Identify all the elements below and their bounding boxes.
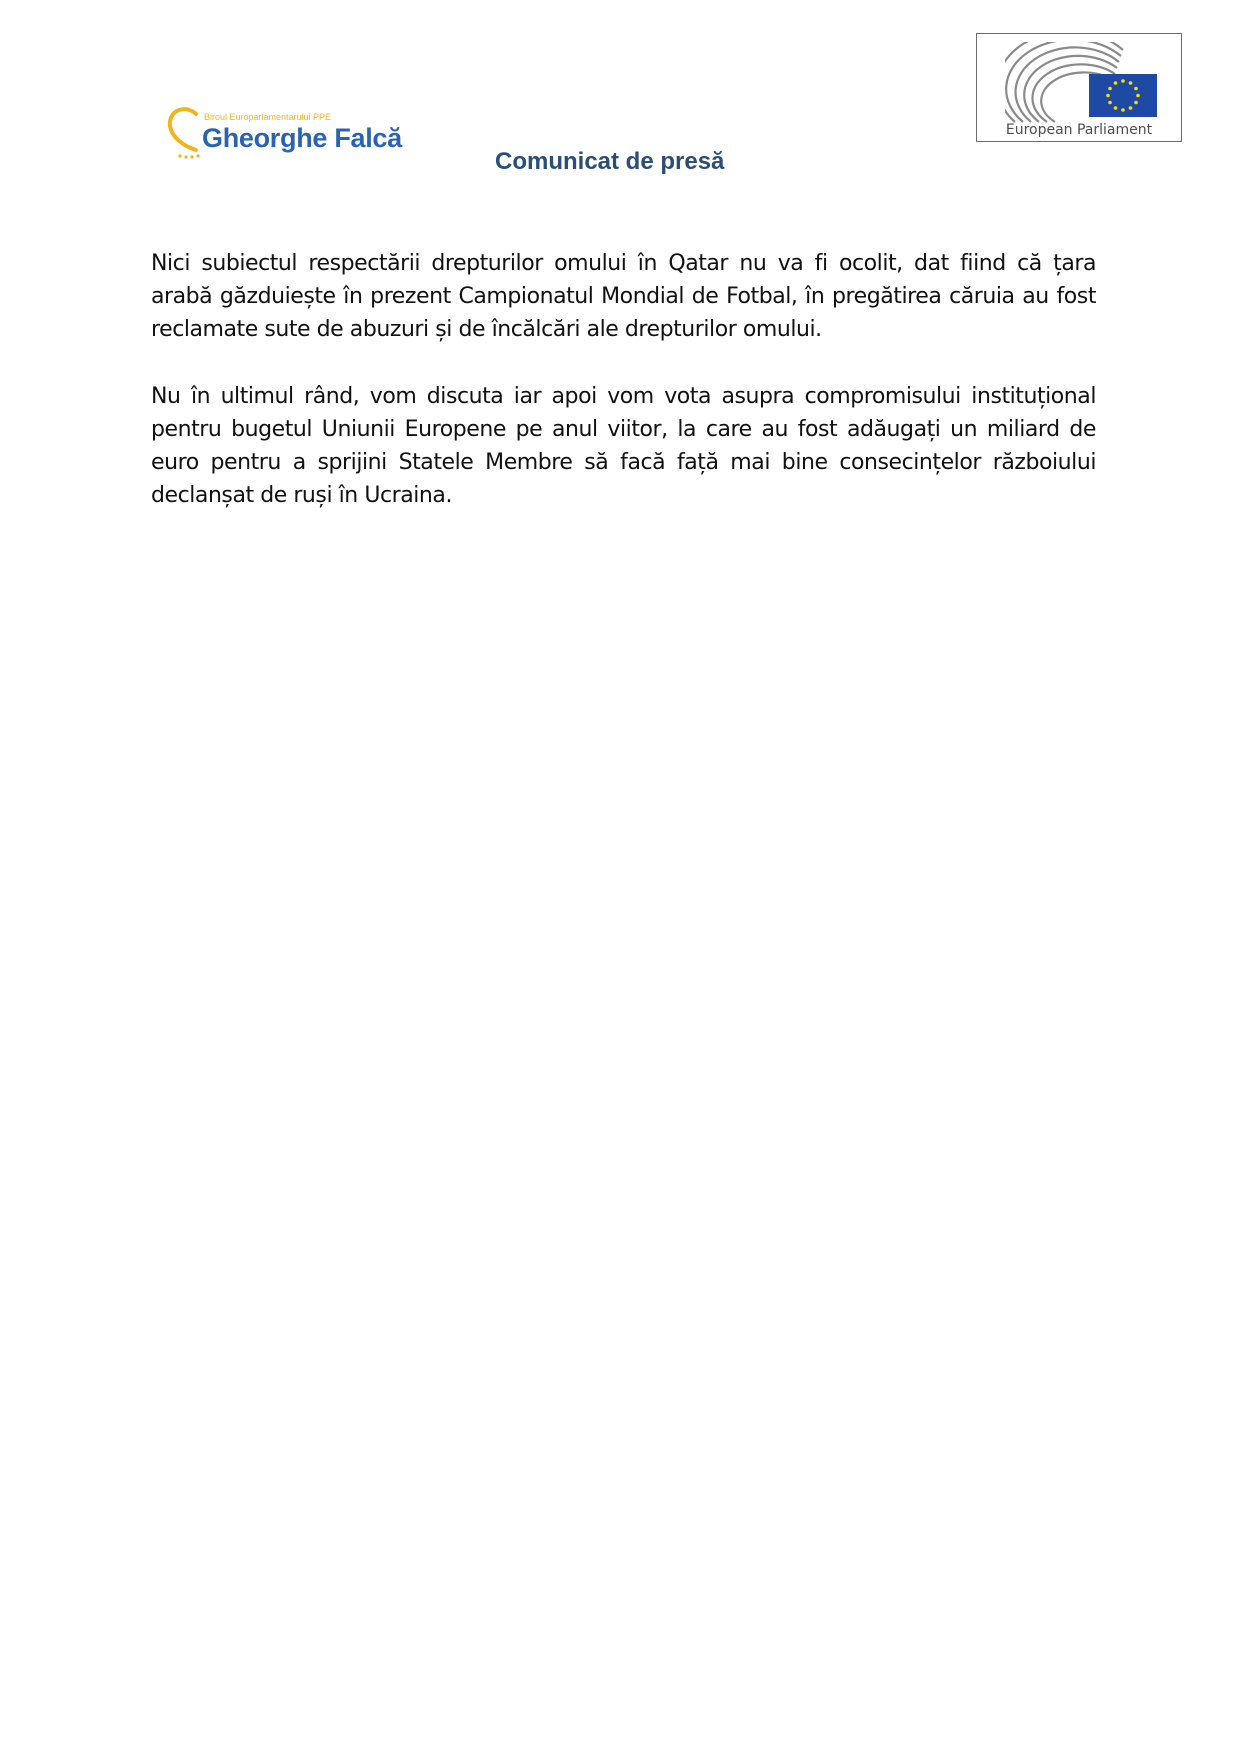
european-parliament-label: European Parliament: [1005, 122, 1153, 138]
page-title: Comunicat de presă: [495, 148, 725, 175]
logo-subtitle: Biroul Europarlamentarului PPE: [204, 112, 332, 122]
gheorghe-falca-logo: [166, 106, 406, 162]
eu-flag-icon: [1089, 74, 1157, 117]
logo-name: Gheorghe Falcă: [202, 123, 402, 153]
european-parliament-logo: [976, 33, 1182, 142]
paragraph-2: Nu în ultimul rând, vom discuta iar apoi vom vota asupra compromisului instituțional pentru bugetul Uniunii Europene pe anul viitor, la care au fost adăugați un miliard de euro pentru a sprijini Statele Membre să facă față mai bine consecințelor războiului declanșat de ruși în Ucraina.: [151, 384, 1096, 508]
paragraph-1: Nici subiectul respectării drepturilor omului în Qatar nu va fi ocolit, dat fiind că țara arabă găzduiește în prezent Campionatul Mondial de Fotbal, în pregătirea căruia au fost reclamate sute de abuzuri și de încălcări ale drepturilor omului.: [151, 251, 1096, 342]
press-release-body: [151, 247, 1096, 546]
